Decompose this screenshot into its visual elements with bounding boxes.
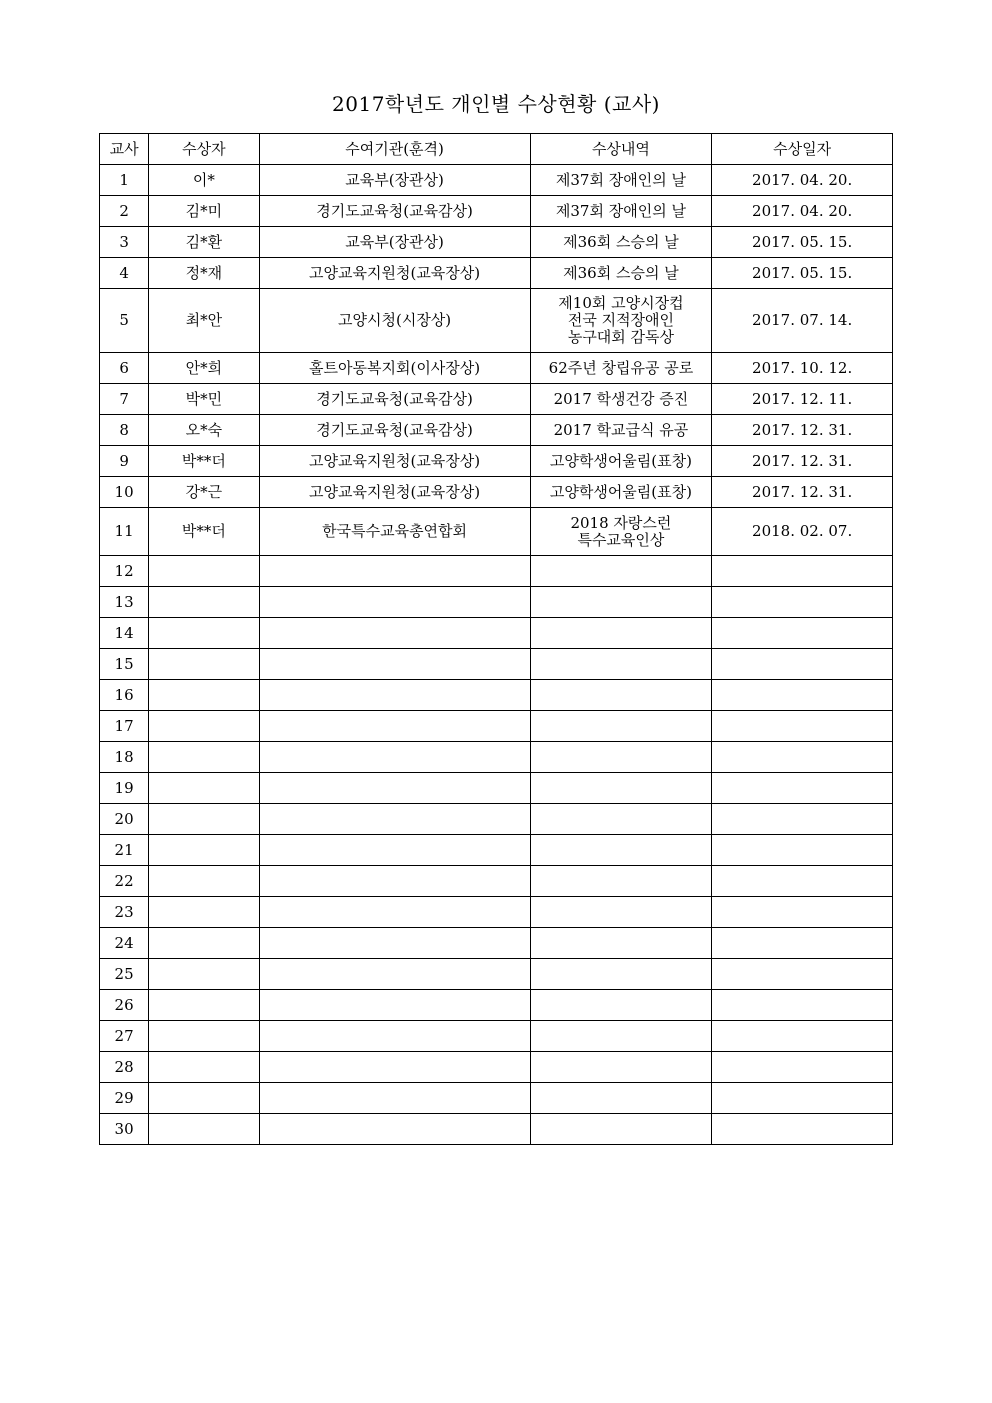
cell-awarding-org: 고양교육지원청(교육장상) <box>259 477 530 508</box>
cell-number: 24 <box>100 928 149 959</box>
award-detail-line: 고양학생어울림(표창) <box>549 482 692 501</box>
cell-number: 5 <box>100 289 149 353</box>
award-detail-line: 제10회 고양시장컵 <box>558 294 684 312</box>
cell-award-detail <box>530 742 712 773</box>
cell-awarding-org <box>259 928 530 959</box>
cell-recipient: 김*환 <box>149 227 259 258</box>
table-row <box>100 227 893 258</box>
cell-award-detail <box>530 446 712 477</box>
cell-awarding-org <box>259 556 530 587</box>
cell-award-date: 2017. 10. 12. <box>712 353 893 384</box>
award-detail-line: 2018 자랑스런 <box>570 513 672 532</box>
cell-awarding-org: 한국특수교육총연합회 <box>259 508 530 556</box>
cell-awarding-org <box>259 742 530 773</box>
cell-number: 11 <box>100 508 149 556</box>
cell-award-detail <box>530 227 712 258</box>
cell-recipient <box>149 804 259 835</box>
cell-award-detail <box>530 1052 712 1083</box>
table-row <box>100 742 893 773</box>
table-row <box>100 618 893 649</box>
cell-number: 18 <box>100 742 149 773</box>
cell-recipient <box>149 649 259 680</box>
cell-award-detail <box>530 990 712 1021</box>
cell-award-date <box>712 897 893 928</box>
cell-recipient: 박**더 <box>149 508 259 556</box>
table-row <box>100 384 893 415</box>
cell-award-date <box>712 866 893 897</box>
cell-recipient <box>149 835 259 866</box>
cell-award-date: 2017. 05. 15. <box>712 258 893 289</box>
award-detail-line: 제36회 스승의 날 <box>563 263 679 282</box>
table-row <box>100 258 893 289</box>
cell-award-date <box>712 835 893 866</box>
cell-awarding-org <box>259 649 530 680</box>
cell-recipient: 김*미 <box>149 196 259 227</box>
cell-award-detail <box>530 587 712 618</box>
cell-awarding-org: 교육부(장관상) <box>259 227 530 258</box>
cell-number: 29 <box>100 1083 149 1114</box>
cell-awarding-org <box>259 1083 530 1114</box>
cell-award-detail <box>530 866 712 897</box>
cell-number: 10 <box>100 477 149 508</box>
cell-recipient <box>149 1114 259 1145</box>
cell-recipient <box>149 1021 259 1052</box>
cell-award-detail <box>530 835 712 866</box>
table-row <box>100 959 893 990</box>
table-row <box>100 866 893 897</box>
cell-award-date <box>712 680 893 711</box>
cell-awarding-org: 경기도교육청(교육감상) <box>259 384 530 415</box>
cell-awarding-org <box>259 1052 530 1083</box>
cell-awarding-org <box>259 959 530 990</box>
cell-awarding-org <box>259 835 530 866</box>
table-row <box>100 477 893 508</box>
cell-award-date <box>712 928 893 959</box>
table-row <box>100 415 893 446</box>
cell-awarding-org <box>259 587 530 618</box>
awards-table <box>99 133 893 1145</box>
cell-award-detail <box>530 415 712 446</box>
cell-awarding-org <box>259 897 530 928</box>
table-row <box>100 835 893 866</box>
cell-award-detail <box>530 556 712 587</box>
award-detail-line: 62주년 창립유공 공로 <box>548 358 694 377</box>
cell-award-date: 2017. 04. 20. <box>712 196 893 227</box>
table-row <box>100 289 893 353</box>
cell-recipient <box>149 556 259 587</box>
table-row <box>100 1083 893 1114</box>
cell-award-detail <box>530 1083 712 1114</box>
table-row <box>100 773 893 804</box>
cell-awarding-org: 경기도교육청(교육감상) <box>259 415 530 446</box>
cell-recipient: 안*희 <box>149 353 259 384</box>
cell-award-detail <box>530 649 712 680</box>
cell-award-detail <box>530 353 712 384</box>
cell-award-date <box>712 1052 893 1083</box>
cell-award-date: 2017. 05. 15. <box>712 227 893 258</box>
cell-recipient <box>149 928 259 959</box>
cell-number: 14 <box>100 618 149 649</box>
cell-award-detail <box>530 773 712 804</box>
cell-award-date <box>712 587 893 618</box>
award-detail-line: 제37회 장애인의 날 <box>555 201 686 220</box>
table-row <box>100 1021 893 1052</box>
cell-award-date <box>712 556 893 587</box>
cell-recipient: 이* <box>149 165 259 196</box>
cell-recipient <box>149 618 259 649</box>
cell-award-detail <box>530 165 712 196</box>
award-detail-line: 농구대회 감독상 <box>567 328 675 346</box>
cell-number: 21 <box>100 835 149 866</box>
cell-awarding-org <box>259 1114 530 1145</box>
cell-awarding-org: 고양시청(시장상) <box>259 289 530 353</box>
cell-award-detail <box>530 258 712 289</box>
cell-award-detail <box>530 804 712 835</box>
cell-awarding-org <box>259 618 530 649</box>
cell-number: 30 <box>100 1114 149 1145</box>
cell-award-detail <box>530 508 712 556</box>
cell-recipient: 박*민 <box>149 384 259 415</box>
cell-number: 13 <box>100 587 149 618</box>
cell-award-date <box>712 742 893 773</box>
cell-award-date <box>712 990 893 1021</box>
award-detail-line: 전국 지적장애인 <box>567 311 675 329</box>
table-row <box>100 897 893 928</box>
table-row <box>100 587 893 618</box>
cell-number: 6 <box>100 353 149 384</box>
award-detail-line: 2017 학교급식 유공 <box>553 420 689 439</box>
cell-recipient <box>149 773 259 804</box>
table-row <box>100 1114 893 1145</box>
cell-award-date <box>712 804 893 835</box>
cell-recipient <box>149 959 259 990</box>
cell-awarding-org: 고양교육지원청(교육장상) <box>259 258 530 289</box>
cell-award-date: 2017. 12. 31. <box>712 477 893 508</box>
table-row <box>100 165 893 196</box>
cell-awarding-org: 경기도교육청(교육감상) <box>259 196 530 227</box>
column-header-award-detail: 수상내역 <box>530 134 712 165</box>
table-row <box>100 680 893 711</box>
cell-awarding-org <box>259 804 530 835</box>
cell-award-date <box>712 959 893 990</box>
cell-award-date: 2017. 12. 31. <box>712 415 893 446</box>
column-header-recipient: 수상자 <box>149 134 259 165</box>
cell-number: 23 <box>100 897 149 928</box>
cell-award-detail <box>530 680 712 711</box>
column-header-teacher: 교사 <box>100 134 149 165</box>
cell-award-date <box>712 649 893 680</box>
table-row <box>100 928 893 959</box>
table-row <box>100 446 893 477</box>
cell-recipient <box>149 1083 259 1114</box>
table-row <box>100 649 893 680</box>
award-detail-line: 고양학생어울림(표창) <box>549 451 692 470</box>
cell-recipient <box>149 587 259 618</box>
cell-award-date: 2017. 12. 31. <box>712 446 893 477</box>
table-row <box>100 804 893 835</box>
cell-award-detail <box>530 289 712 353</box>
award-detail-line: 2017 학생건강 증진 <box>553 389 689 408</box>
cell-awarding-org <box>259 680 530 711</box>
cell-award-detail <box>530 618 712 649</box>
cell-recipient <box>149 711 259 742</box>
table-row <box>100 353 893 384</box>
cell-award-detail <box>530 959 712 990</box>
cell-award-date <box>712 1114 893 1145</box>
cell-recipient: 강*근 <box>149 477 259 508</box>
cell-number: 16 <box>100 680 149 711</box>
cell-award-date: 2018. 02. 07. <box>712 508 893 556</box>
cell-award-date: 2017. 04. 20. <box>712 165 893 196</box>
cell-recipient <box>149 1052 259 1083</box>
cell-award-date <box>712 1083 893 1114</box>
award-detail-line: 제37회 장애인의 날 <box>555 170 686 189</box>
table-header-row <box>100 134 893 165</box>
cell-award-detail <box>530 196 712 227</box>
cell-award-date: 2017. 07. 14. <box>712 289 893 353</box>
cell-award-date <box>712 711 893 742</box>
cell-awarding-org <box>259 990 530 1021</box>
cell-award-detail <box>530 1114 712 1145</box>
cell-award-date: 2017. 12. 11. <box>712 384 893 415</box>
cell-awarding-org: 홀트아동복지회(이사장상) <box>259 353 530 384</box>
cell-number: 3 <box>100 227 149 258</box>
cell-recipient: 박**더 <box>149 446 259 477</box>
cell-recipient <box>149 866 259 897</box>
page-title: 2017학년도 개인별 수상현황 (교사) <box>332 92 660 116</box>
cell-award-date <box>712 773 893 804</box>
table-row <box>100 711 893 742</box>
cell-award-detail <box>530 1021 712 1052</box>
cell-recipient <box>149 897 259 928</box>
cell-award-date <box>712 618 893 649</box>
cell-number: 8 <box>100 415 149 446</box>
cell-number: 9 <box>100 446 149 477</box>
cell-number: 7 <box>100 384 149 415</box>
cell-award-detail <box>530 477 712 508</box>
table-row <box>100 508 893 556</box>
column-header-award-date: 수상일자 <box>712 134 893 165</box>
table-row <box>100 1052 893 1083</box>
table-row <box>100 556 893 587</box>
cell-awarding-org <box>259 711 530 742</box>
cell-number: 19 <box>100 773 149 804</box>
cell-recipient <box>149 680 259 711</box>
cell-number: 1 <box>100 165 149 196</box>
cell-awarding-org: 고양교육지원청(교육장상) <box>259 446 530 477</box>
cell-recipient: 오*숙 <box>149 415 259 446</box>
award-detail-line: 특수교육인상 <box>577 530 665 549</box>
cell-awarding-org <box>259 1021 530 1052</box>
column-header-awarding-org: 수여기관(훈격) <box>259 134 530 165</box>
cell-awarding-org <box>259 773 530 804</box>
award-detail-line: 제36회 스승의 날 <box>563 232 679 251</box>
cell-recipient: 최*안 <box>149 289 259 353</box>
cell-award-detail <box>530 897 712 928</box>
cell-recipient <box>149 990 259 1021</box>
cell-award-detail <box>530 384 712 415</box>
cell-number: 26 <box>100 990 149 1021</box>
cell-number: 17 <box>100 711 149 742</box>
cell-recipient <box>149 742 259 773</box>
cell-recipient: 정*재 <box>149 258 259 289</box>
cell-awarding-org: 교육부(장관상) <box>259 165 530 196</box>
cell-number: 15 <box>100 649 149 680</box>
cell-number: 2 <box>100 196 149 227</box>
cell-award-detail <box>530 711 712 742</box>
cell-award-date <box>712 1021 893 1052</box>
table-row <box>100 990 893 1021</box>
cell-number: 27 <box>100 1021 149 1052</box>
cell-number: 22 <box>100 866 149 897</box>
cell-awarding-org <box>259 866 530 897</box>
cell-award-detail <box>530 928 712 959</box>
cell-number: 20 <box>100 804 149 835</box>
cell-number: 25 <box>100 959 149 990</box>
cell-number: 28 <box>100 1052 149 1083</box>
cell-number: 4 <box>100 258 149 289</box>
cell-number: 12 <box>100 556 149 587</box>
table-row <box>100 196 893 227</box>
